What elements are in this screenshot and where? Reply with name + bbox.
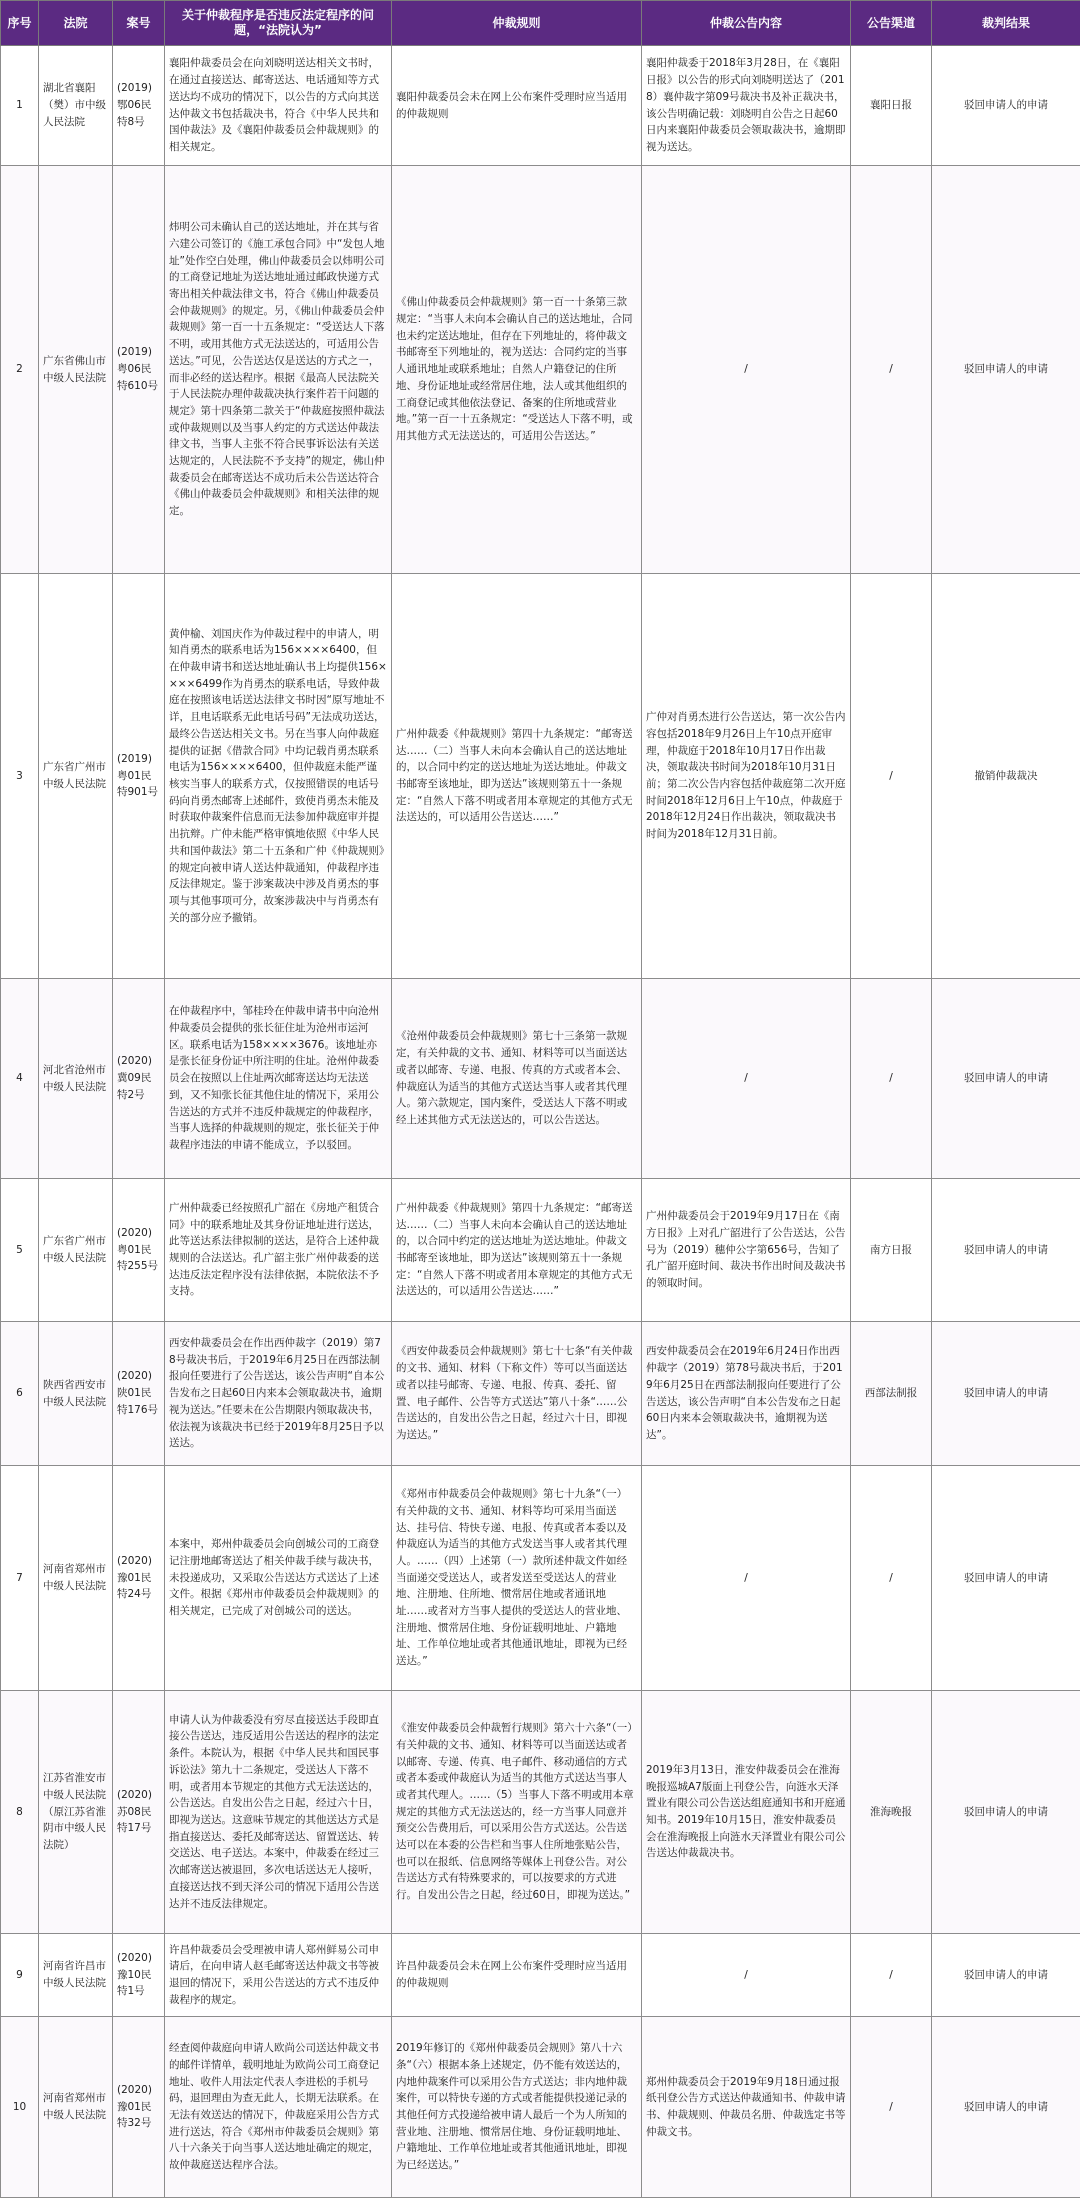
- row-channel: /: [851, 166, 932, 574]
- row-case-number: (2020)豫01民特32号: [113, 2017, 165, 2198]
- table-row: [1, 166, 1080, 574]
- header-result: 裁判结果: [932, 1, 1080, 46]
- row-case-number: (2020)豫10民特1号: [113, 1934, 165, 2017]
- row-rule: 《西安仲裁委员会仲裁规则》第七十七条“有关仲裁的文书、通知、材料（下称文件）等可以当面送达或者以挂号邮寄、专递、电报、传真、委托、留置、电子邮件、公告等方式送达”第八十条“……公告送达的，自发出公告之日起，经过六十日，即视为送达。”: [392, 1322, 642, 1466]
- row-opinion: 申请人认为仲裁委没有穷尽直接送达手段即直接公告送达，违反适用公告送达的程序的法定条件。本院认为，根据《中华人民共和国民事诉讼法》第九十二条规定，受送达人下落不明，或者用本节规定的其他方式无法送达的，公告送达。自发出公告之日起，经过六十日，即视为送达。这意味节规定的其他送达方式是指直接送达、委托及邮寄送达、留置送达、转交送达、电子送达。本案中，仲裁委在经过三次邮寄送达被退回，多次电话送达无人接听，直接送达找不到天泽公司的情况下适用公告送达并不违反法律规定。: [165, 1691, 392, 1934]
- row-opinion: 襄阳仲裁委员会在向刘晓明送达相关文书时，在通过直接送达、邮寄送达、电话通知等方式送达均不成功的情况下，以公告的方式向其送达仲裁文书包括裁决书，符合《中华人民共和国仲裁法》及《襄阳仲裁委员会仲裁规则》的相关规定。: [165, 46, 392, 166]
- row-no: 2: [1, 166, 39, 574]
- table-row: [1, 979, 1080, 1179]
- row-case-number: (2020)陕01民特176号: [113, 1322, 165, 1466]
- table-row: [1, 1322, 1080, 1466]
- header-case: 案号: [113, 1, 165, 46]
- header-court: 法院: [39, 1, 113, 46]
- row-result: 驳回申请人的申请: [932, 46, 1080, 166]
- row-rule: 《郑州市仲裁委员会仲裁规则》第七十九条“（一）有关仲裁的文书、通知、材料等均可采用当面送达、挂号信、特快专递、电报、传真或者本委以及仲裁庭认为适当的其他方式发送当事人或者其代理人。……（四）上述第（一）款所述仲裁文件如经当面递交受送达人，或者发送至受送达人的营业地、注册地、住所地、惯常居住地或者通讯地址……或者对方当事人提供的受送达人的营业地、注册地、惯常居住地、身份证载明地址、户籍地址、工作单位地址或者其他通讯地址，即视为已经送达。”: [392, 1466, 642, 1691]
- row-notice: /: [642, 979, 851, 1179]
- row-notice: 广州仲裁委员会于2019年9月17日在《南方日报》上对孔广韶进行了公告送达，公告号为（2019）穗仲公字第656号，告知了孔广韶开庭时间、裁决书作出时间及裁决书的领取时间。: [642, 1179, 851, 1322]
- row-court: 陕西省西安市中级人民法院: [39, 1322, 113, 1466]
- row-opinion: 广州仲裁委已经按照孔广韶在《房地产租赁合同》中的联系地址及其身份证地址进行送达，此等送达系法律拟制的送达，是符合上述仲裁规则的合法送达。孔广韶主张广州仲裁委的送达违反法定程序没有法律依据，本院依法不予支持。: [165, 1179, 392, 1322]
- row-channel: 南方日报: [851, 1179, 932, 1322]
- table-row: [1, 2017, 1080, 2198]
- row-opinion: 西安仲裁委员会在作出西仲裁字（2019）第78号裁决书后，于2019年6月25日在西部法制报向任要进行了公告送达，该公告声明“自本公告发布之日起60日内来本会领取裁决书，逾期视为送达。”任要未在公告期限内领取裁决书，依法视为该裁决书已经于2019年8月25日予以送达。: [165, 1322, 392, 1466]
- header-notice: 仲裁公告内容: [642, 1, 851, 46]
- row-rule: 广州仲裁委《仲裁规则》第四十九条规定：“邮寄送达……（二）当事人未向本会确认自己的送达地址的，以合同中约定的送达地址为送达地址。仲裁文书邮寄至该地址，即为送达”该规则第五十一条规定：“自然人下落不明或者用本章规定的其他方式无法送达的，可以适用公告送达……”: [392, 574, 642, 979]
- row-rule: 《沧州仲裁委员会仲裁规则》第七十三条第一款规定，有关仲裁的文书、通知、材料等可以当面送达或者以邮寄、专递、电报、传真的方式或者本会、仲裁庭认为适当的其他方式送达当事人或者其代理人。第六款规定，国内案件，受送达人下落不明或经上述其他方式无法送达的，可以公告送达。: [392, 979, 642, 1179]
- row-opinion: 黄仲榆、刘国庆作为仲裁过程中的申请人，明知肖勇杰的联系电话为156××××6400，但在仲裁申请书和送达地址确认书上均提供156××××6499作为肖勇杰的联系电话，导致仲裁庭在按照该电话送达法律文书时因“原写地址不详，且电话联系无此电话号码”无法成功送达，最终公告送达相关文书。另在当事人向仲裁庭提供的证据《借款合同》中均记载肖勇杰联系电话为156××××6400，但仲裁庭未能严谨核实当事人的联系方式，仅按照错误的电话号码向肖勇杰邮寄上述邮件，致使肖勇杰未能及时获取仲裁案件信息而无法参加仲裁庭审并提出抗辩。广仲未能严格审慎地依照《中华人民共和国仲裁法》第二十五条和广仲《仲裁规则》的规定向被申请人送达仲裁通知，仲裁程序违反法律规定。鉴于涉案裁决中涉及肖勇杰的事项与其他事项可分，故案涉裁决中与肖勇杰有关的部分应予撤销。: [165, 574, 392, 979]
- row-channel: /: [851, 2017, 932, 2198]
- table-row: [1, 1691, 1080, 1934]
- row-no: 9: [1, 1934, 39, 2017]
- row-court: 河北省沧州市中级人民法院: [39, 979, 113, 1179]
- row-rule: 广州仲裁委《仲裁规则》第四十九条规定：“邮寄送达……（二）当事人未向本会确认自己的送达地址的，以合同中约定的送达地址为送达地址。仲裁文书邮寄至该地址，即为送达”该规则第五十一条规定：“自然人下落不明或者用本章规定的其他方式无法送达的，可以适用公告送达……”: [392, 1179, 642, 1322]
- table-header-row: [1, 1, 1080, 46]
- table-row: [1, 46, 1080, 166]
- row-no: 10: [1, 2017, 39, 2198]
- row-no: 7: [1, 1466, 39, 1691]
- header-no: 序号: [1, 1, 39, 46]
- row-notice: 2019年3月13日，淮安仲裁委员会在淮海晚报巡城A7版面上刊登公告，向涟水天泽置业有限公司公告送达组庭通知书和开庭通知书。2019年10月15日，淮安仲裁委员会在淮海晚报上向涟水天泽置业有限公司公告送达仲裁裁决书。: [642, 1691, 851, 1934]
- row-notice: 襄阳仲裁委于2018年3月28日，在《襄阳日报》以公告的形式向刘晓明送达了（2018）襄仲裁字第09号裁决书及补正裁决书，该公告明确记载：刘晓明自公告之日起60日内来襄阳仲裁委员会领取裁决书，逾期即视为送达。: [642, 46, 851, 166]
- header-channel: 公告渠道: [851, 1, 932, 46]
- row-rule: 许昌仲裁委员会未在网上公布案件受理时应当适用的仲裁规则: [392, 1934, 642, 2017]
- row-court: 广东省广州市中级人民法院: [39, 1179, 113, 1322]
- row-court: 湖北省襄阳（樊）市中级人民法院: [39, 46, 113, 166]
- row-opinion: 经查阅仲裁庭向申请人欧尚公司送达仲裁文书的邮件详情单，载明地址为欧尚公司工商登记地址、收件人用法定代表人李进松的手机号码，退回理由为查无此人，长期无法联系。在无法有效送达的情况下，仲裁庭采用公告方式进行送达，符合《郑州市仲裁委员会规则》第八十六条关于向当事人送达地址确定的规定，故仲裁庭送达程序合法。: [165, 2017, 392, 2198]
- row-case-number: (2020)苏08民特17号: [113, 1691, 165, 1934]
- row-result: 驳回申请人的申请: [932, 1466, 1080, 1691]
- header-opinion: 关于仲裁程序是否违反法定程序的问题，“法院认为”: [165, 1, 392, 46]
- row-case-number: (2020)豫01民特24号: [113, 1466, 165, 1691]
- row-channel: 西部法制报: [851, 1322, 932, 1466]
- row-court: 河南省许昌市中级人民法院: [39, 1934, 113, 2017]
- row-court: 河南省郑州市中级人民法院: [39, 2017, 113, 2198]
- row-no: 5: [1, 1179, 39, 1322]
- table-row: [1, 1179, 1080, 1322]
- row-court: 江苏省淮安市中级人民法院（原江苏省淮阴市中级人民法院）: [39, 1691, 113, 1934]
- row-result: 驳回申请人的申请: [932, 1934, 1080, 2017]
- row-court: 广东省佛山市中级人民法院: [39, 166, 113, 574]
- row-case-number: (2019)粤01民特901号: [113, 574, 165, 979]
- row-case-number: (2020)粤01民特255号: [113, 1179, 165, 1322]
- row-court: 河南省郑州市中级人民法院: [39, 1466, 113, 1691]
- row-rule: 《淮安仲裁委员会仲裁暂行规则》第六十六条“（一）有关仲裁的文书、通知、材料等可以当面送达或者以邮寄、专递、传真、电子邮件、移动通信的方式或者本委或仲裁庭认为适当的其他方式送达当事人或者其代理人。……（5）当事人下落不明或用本章规定的其他方式无法送达的，经一方当事人同意并预交公告费用后，可以采用公告方式送达。公告送达可以在本委的公告栏和当事人住所地张贴公告，也可以在报纸、信息网络等媒体上刊登公告。对公告送达方式有特殊要求的，可以按要求的方式进行。自发出公告之日起，经过60日，即视为送达。”: [392, 1691, 642, 1934]
- table-row: [1, 1934, 1080, 2017]
- row-result: 驳回申请人的申请: [932, 166, 1080, 574]
- row-notice: 西安仲裁委员会在2019年6月24日作出西仲裁字（2019）第78号裁决书后，于2019年6月25日在西部法制报向任要进行了公告送达，该公告声明“自本公告发布之日起60日内来本会领取裁决书，逾期视为送达”。: [642, 1322, 851, 1466]
- row-case-number: (2020)冀09民特2号: [113, 979, 165, 1179]
- table-row: [1, 1466, 1080, 1691]
- row-no: 1: [1, 46, 39, 166]
- row-opinion: 许昌仲裁委员会受理被申请人郑州鲜易公司申请后，在向申请人赵毛邮寄送达仲裁文书等被退回的情况下，采用公告送达的方式不违反仲裁程序的规定。: [165, 1934, 392, 2017]
- row-no: 3: [1, 574, 39, 979]
- row-case-number: (2019)鄂06民特8号: [113, 46, 165, 166]
- row-rule: 襄阳仲裁委员会未在网上公布案件受理时应当适用的仲裁规则: [392, 46, 642, 166]
- row-channel: 襄阳日报: [851, 46, 932, 166]
- row-result: 驳回申请人的申请: [932, 979, 1080, 1179]
- row-rule: 2019年修订的《郑州仲裁委员会规则》第八十六条“（六）根据本条上述规定，仍不能有效送达的，内地仲裁案件可以采用公告方式送达；非内地仲裁案件，可以特快专递的方式或者能提供投递记录的其他任何方式投递给被申请人最后一个为人所知的营业地、注册地、惯常居住地、身份证载明地址、户籍地址、工作单位地址或者其他通讯地址，即视为已经送达。”: [392, 2017, 642, 2198]
- row-result: 驳回申请人的申请: [932, 1691, 1080, 1934]
- row-result: 撤销仲裁裁决: [932, 574, 1080, 979]
- header-rule: 仲裁规则: [392, 1, 642, 46]
- row-notice: /: [642, 1934, 851, 2017]
- row-notice: /: [642, 166, 851, 574]
- row-no: 6: [1, 1322, 39, 1466]
- row-notice: 郑州仲裁委员会于2019年9月18日通过报纸刊登公告方式送达仲裁通知书、仲裁申请书、仲裁规则、仲裁员名册、仲裁选定书等仲裁文书。: [642, 2017, 851, 2198]
- row-opinion: 本案中，郑州仲裁委员会向创城公司的工商登记注册地邮寄送达了相关仲裁手续与裁决书，未投递成功，又采取公告送达方式送达了上述文件。根据《郑州市仲裁委员会仲裁规则》的相关规定，已完成了对创城公司的送达。: [165, 1466, 392, 1691]
- table-row: [1, 574, 1080, 979]
- row-channel: /: [851, 1466, 932, 1691]
- row-rule: 《佛山仲裁委员会仲裁规则》第一百一十条第三款规定：“当事人未向本会确认自己的送达地址，合同也未约定送达地址，但存在下列地址的，将仲裁文书邮寄至下列地址的，视为送达：合同约定的当事人通讯地址或联系地址；自然人户籍登记的住所地、身份证地址或经常居住地，法人或其他组织的工商登记或其他依法登记、备案的住所地或营业地。”第一百一十五条规定：“受送达人下落不明，或用其他方式无法送达的，可适用公告送达。”: [392, 166, 642, 574]
- row-result: 驳回申请人的申请: [932, 2017, 1080, 2198]
- row-opinion: 在仲裁程序中，邹桂玲在仲裁申请书中向沧州仲裁委员会提供的张长征住址为沧州市运河区。联系电话为158××××3676。该地址亦是张长征身份证中所注明的住址。沧州仲裁委员会在按照以上住址两次邮寄送达均无法送到，又不知张长征其他住址的情况下，采用公告送达的方式并不违反仲裁规定的仲裁程序，当事人选择的仲裁规则的规定，张长征关于仲裁程序违法的申请不能成立，予以驳回。: [165, 979, 392, 1179]
- row-channel: /: [851, 1934, 932, 2017]
- row-result: 驳回申请人的申请: [932, 1179, 1080, 1322]
- row-channel: /: [851, 979, 932, 1179]
- row-notice: 广仲对肖勇杰进行公告送达，第一次公告内容包括2018年9月26日上午10点开庭审理，仲裁庭于2018年10月17日作出裁决，领取裁决书时间为2018年10月31日前；第二次公告内容包括仲裁庭第二次开庭时间2018年12月6日上午10点，仲裁庭于2018年12月24日作出裁决，领取裁决书时间为2018年12月31日前。: [642, 574, 851, 979]
- row-channel: /: [851, 574, 932, 979]
- row-result: 驳回申请人的申请: [932, 1322, 1080, 1466]
- row-no: 8: [1, 1691, 39, 1934]
- row-notice: /: [642, 1466, 851, 1691]
- row-no: 4: [1, 979, 39, 1179]
- row-channel: 淮海晚报: [851, 1691, 932, 1934]
- row-court: 广东省广州市中级人民法院: [39, 574, 113, 979]
- row-case-number: (2019)粤06民特610号: [113, 166, 165, 574]
- row-opinion: 炜明公司未确认自己的送达地址，并在其与省六建公司签订的《施工承包合同》中“发包人地址”处作空白处理，佛山仲裁委员会以炜明公司的工商登记地址为送达地址通过邮政快递方式寄出相关仲裁法律文书，符合《佛山仲裁委员会仲裁规则》的规定。另，《佛山仲裁委员会仲裁规则》第一百一十五条规定：“受送达人下落不明，或用其他方式无法送达的，可适用公告送达。”可见，公告送达仅是送达的方式之一，而非必经的送达程序。根据《最高人民法院关于人民法院办理仲裁裁决执行案件若干问题的规定》第十四条第二款关于“仲裁庭按照仲裁法或仲裁规则以及当事人约定的方式送达仲裁法律文书，当事人主张不符合民事诉讼法有关送达规定的，人民法院不予支持”的规定，佛山仲裁委员会在邮寄送达不成功后未公告送达符合《佛山仲裁委员会仲裁规则》和相关法律的规定。: [165, 166, 392, 574]
